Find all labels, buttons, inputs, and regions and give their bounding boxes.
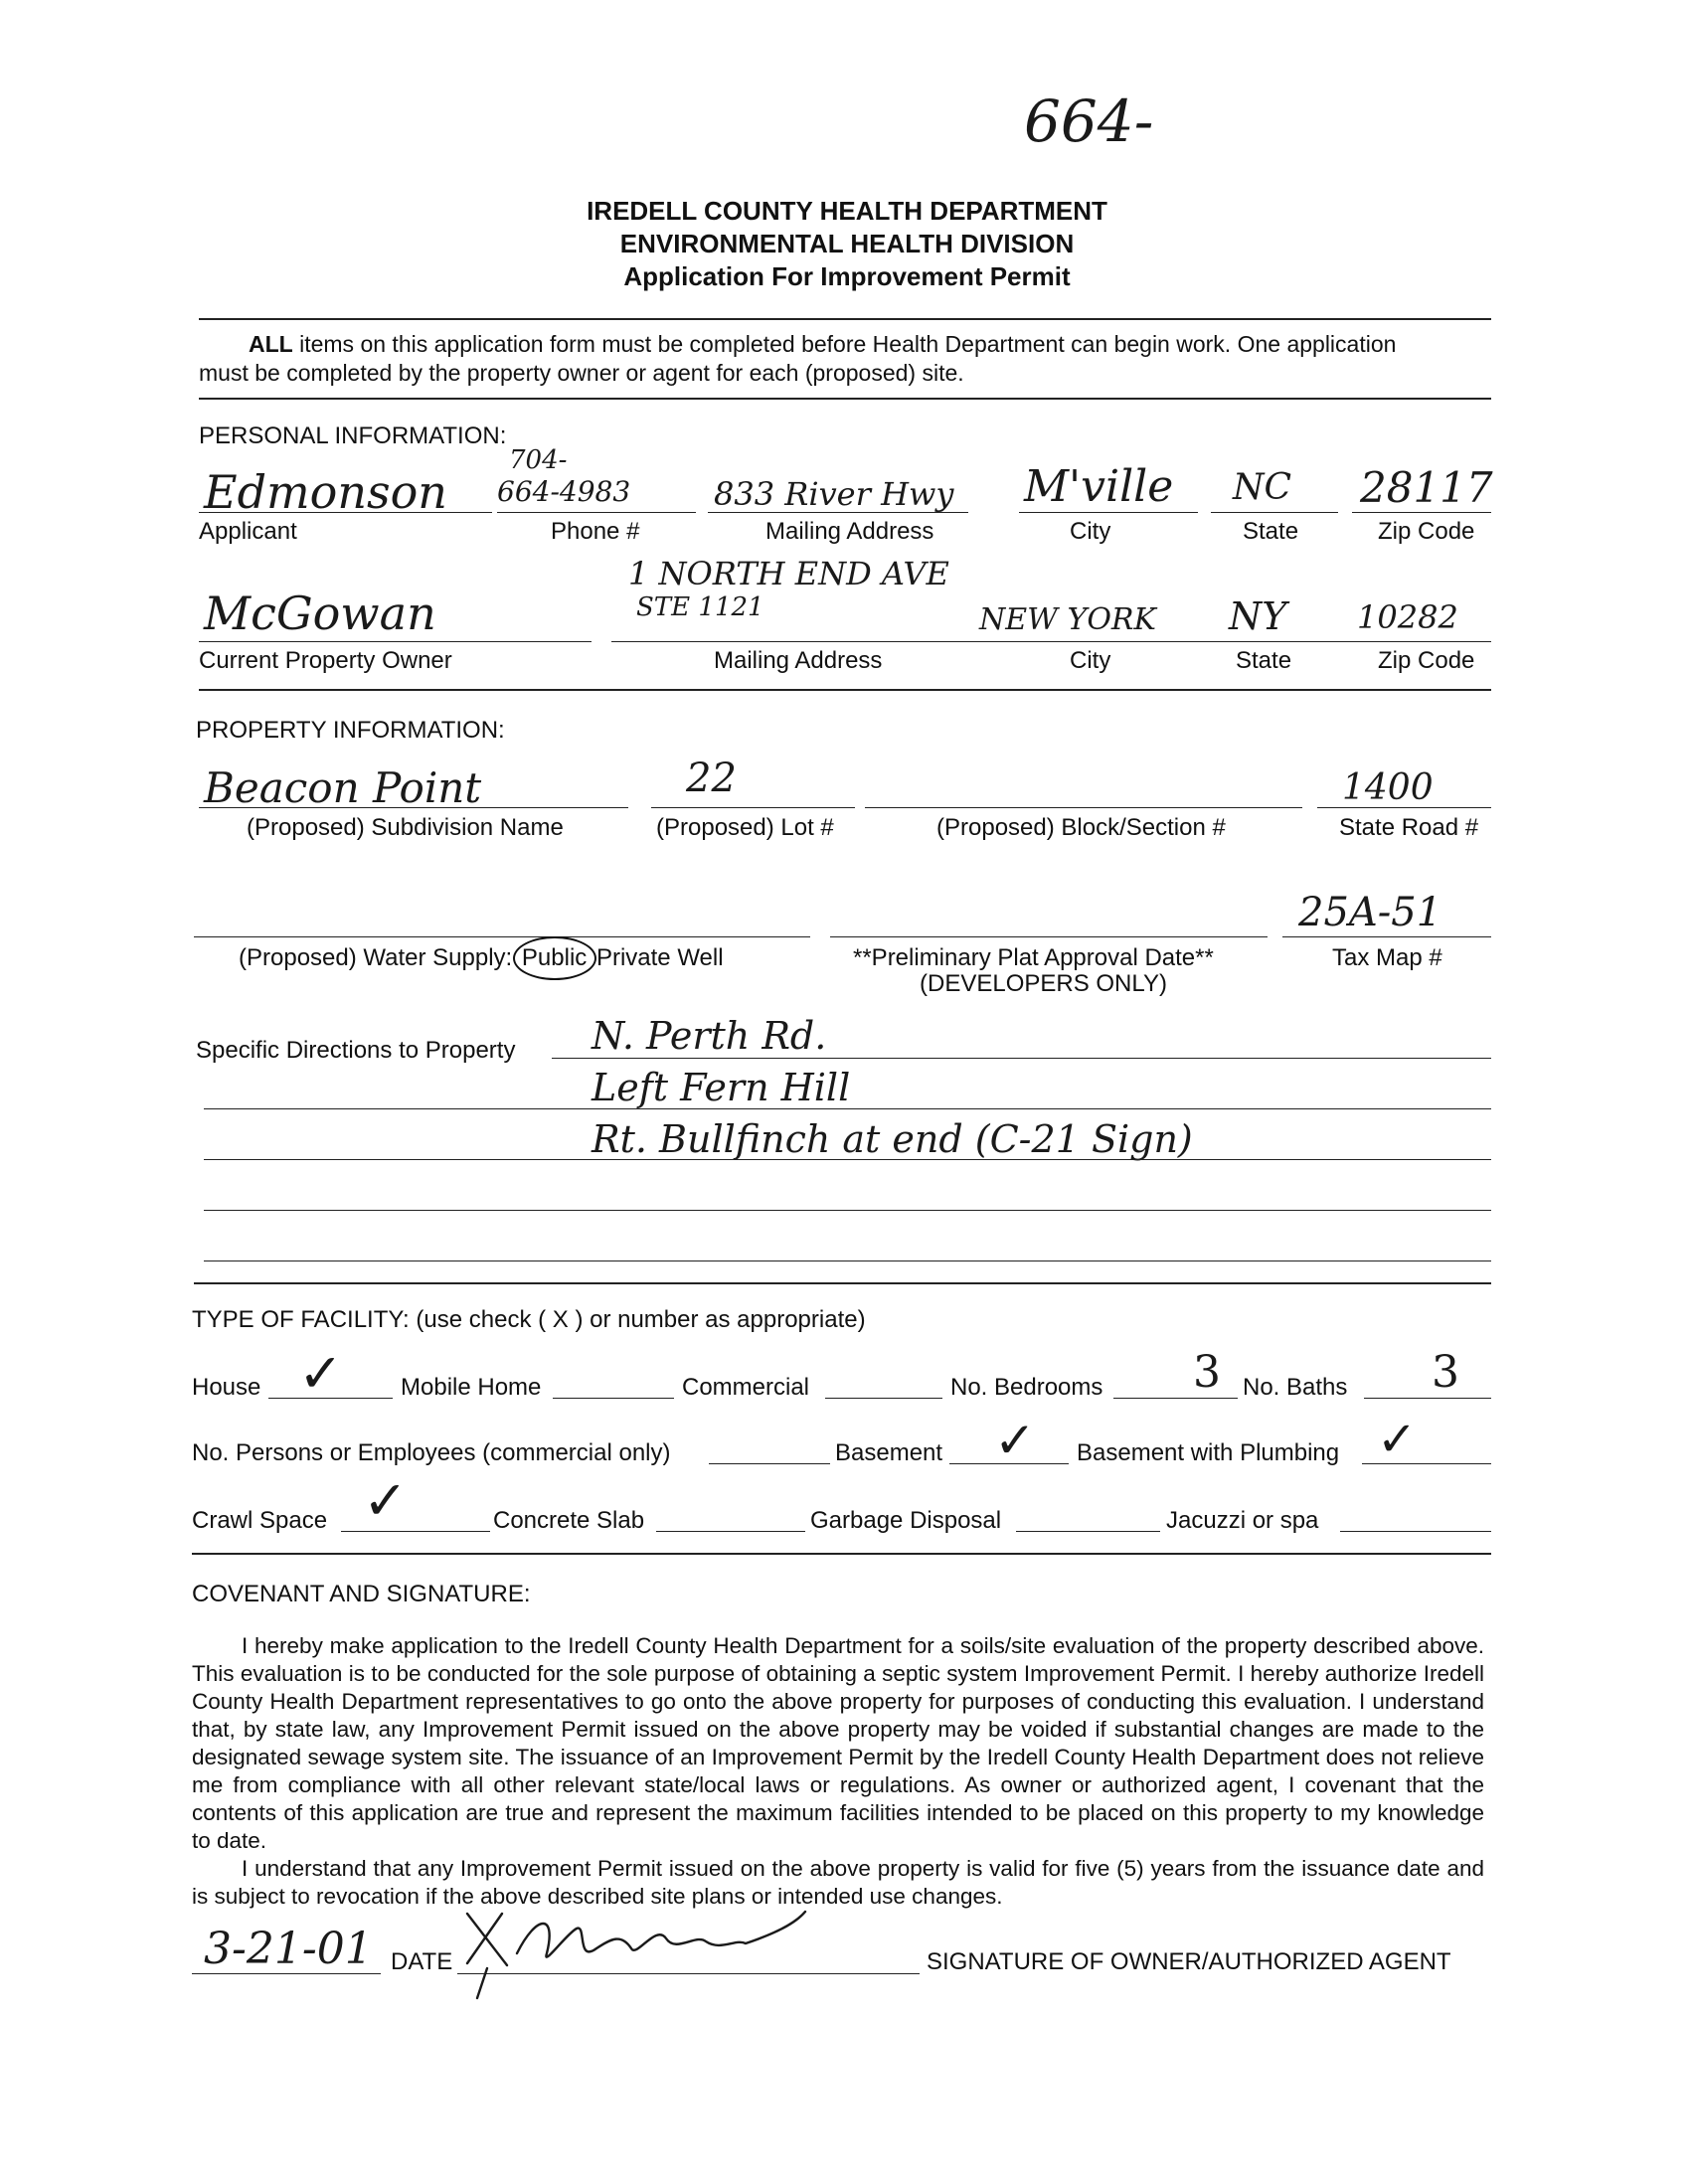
applicant-state-line <box>1211 512 1338 513</box>
persons-label: No. Persons or Employees (commercial only) <box>192 1439 671 1466</box>
signature-label: SIGNATURE OF OWNER/AUTHORIZED AGENT <box>927 1948 1451 1975</box>
water-supply-public-option[interactable] <box>519 944 590 972</box>
applicant-name-line <box>199 512 492 513</box>
baths-field[interactable] <box>1364 1398 1491 1399</box>
directions-line-2 <box>204 1108 1491 1109</box>
header-department: IREDELL COUNTY HEALTH DEPARTMENT <box>587 196 1107 226</box>
bedrooms-label: No. Bedrooms <box>950 1374 1103 1401</box>
persons-field[interactable] <box>709 1463 830 1464</box>
phone-label: Phone # <box>551 518 640 545</box>
top-rule <box>199 318 1491 320</box>
applicant-zip-value: 28117 <box>1360 463 1493 512</box>
intro-line1: items on this application form must be completed before Health Department can begin work. One application <box>299 331 1397 357</box>
concrete-slab-label: Concrete Slab <box>493 1507 645 1534</box>
plat-date-label: **Preliminary Plat Approval Date** <box>853 944 1214 971</box>
applicant-city-value: M'ville <box>1024 461 1174 512</box>
covenant-paragraph-1: I hereby make application to the Iredell County Health Department for a soils/site evaluation of the property described above. This evaluation is to be conducted for the sole purpose of obtaining a septic system Improvement Permit. I hereby authorize Iredell County Health Department representatives to go onto the above property for purposes of conducting this evaluation. I understand that, by state law, any Improvement Permit issued on the above property may be voided if substantial changes are made to the designated sewage system site. The issuance of an Improvement Permit by the Iredell County Health Department does not relieve me from compliance with all other relevant state/local laws or regulations. As owner or authorized agent, I covenant that the contents of this application are true and represent the maximum facilities intended to be placed on this property to my knowledge to date. <box>192 1633 1484 1853</box>
directions-line-3 <box>204 1159 1491 1160</box>
lot-value: 22 <box>686 756 737 801</box>
owner-address-line2-value: STE 1121 <box>636 592 764 622</box>
house-label: House <box>192 1374 261 1401</box>
owner-city-label: City <box>1070 647 1111 674</box>
baths-value: 3 <box>1432 1347 1459 1398</box>
tax-map-label: Tax Map # <box>1332 944 1442 971</box>
owner-state-label: State <box>1236 647 1292 674</box>
applicant-city-label: City <box>1070 518 1111 545</box>
state-road-line <box>1317 807 1491 808</box>
owner-zip-label: Zip Code <box>1378 647 1475 674</box>
subdivision-line <box>199 807 628 808</box>
crawl-space-label: Crawl Space <box>192 1507 328 1534</box>
applicant-address-value: 833 River Hwy <box>714 475 954 513</box>
mobile-home-field[interactable] <box>553 1398 674 1399</box>
applicant-address-label: Mailing Address <box>765 518 934 545</box>
basement-plumbing-check-value: ✓ <box>1377 1412 1418 1467</box>
applicant-phone-line <box>497 512 696 513</box>
directions-line-4 <box>204 1210 1491 1211</box>
applicant-label: Applicant <box>199 518 297 545</box>
header-form-title: Application For Improvement Permit <box>623 261 1071 291</box>
directions-line-2-value: Left Fern Hill <box>592 1066 851 1109</box>
tax-map-line <box>1282 936 1491 937</box>
applicant-phone-area: 704- <box>509 445 568 475</box>
bedrooms-value: 3 <box>1193 1347 1221 1398</box>
garbage-disposal-label: Garbage Disposal <box>810 1507 1002 1534</box>
state-road-value: 1400 <box>1342 767 1434 808</box>
water-supply-prefix: (Proposed) Water Supply: <box>239 944 513 971</box>
header-division: ENVIRONMENTAL HEALTH DIVISION <box>619 229 1075 258</box>
bedrooms-field[interactable] <box>1113 1398 1238 1399</box>
jacuzzi-field[interactable] <box>1340 1531 1491 1532</box>
owner-zip-value: 10282 <box>1357 598 1458 636</box>
property-rule <box>194 1282 1491 1284</box>
commercial-label: Commercial <box>682 1374 810 1401</box>
applicant-state-label: State <box>1243 518 1299 545</box>
personal-rule <box>199 689 1491 691</box>
basement-check-value: ✓ <box>994 1412 1036 1469</box>
block-line <box>865 807 1302 808</box>
basement-plumbing-label: Basement with Plumbing <box>1077 1439 1340 1466</box>
lot-line <box>651 807 855 808</box>
intro-text <box>199 330 1491 388</box>
plat-date-line <box>830 936 1268 937</box>
owner-name-line <box>199 641 592 642</box>
directions-label: Specific Directions to Property <box>196 1037 516 1064</box>
concrete-slab-field[interactable] <box>656 1531 805 1532</box>
intro-line2: must be completed by the property owner or agent for each (proposed) site. <box>199 360 964 386</box>
plat-developers-only: (DEVELOPERS ONLY) <box>920 970 1167 997</box>
owner-name-value: McGowan <box>204 587 436 640</box>
date-line <box>192 1973 381 1974</box>
signature-scribble <box>447 1894 825 2003</box>
directions-line-5 <box>204 1260 1491 1261</box>
subdivision-label: (Proposed) Subdivision Name <box>247 814 564 841</box>
owner-city-value: NEW YORK <box>979 602 1156 637</box>
water-private-well-option[interactable]: Private Well <box>595 944 724 971</box>
facility-rule <box>192 1553 1491 1555</box>
water-public-label: Public <box>521 944 588 971</box>
jacuzzi-label: Jacuzzi or spa <box>1166 1507 1319 1534</box>
water-supply-line <box>194 936 810 937</box>
date-label: DATE <box>391 1948 453 1975</box>
owner-address-label: Mailing Address <box>714 647 883 674</box>
block-label: (Proposed) Block/Section # <box>936 814 1226 841</box>
water-supply-label <box>239 944 724 972</box>
facility-heading: TYPE OF FACILITY: (use check ( X ) or number as appropriate) <box>192 1306 866 1333</box>
state-road-label: State Road # <box>1339 814 1479 841</box>
owner-address-line1-value: 1 NORTH END AVE <box>628 555 949 592</box>
applicant-name-value: Edmonson <box>204 465 447 519</box>
water-public-circle <box>513 936 596 980</box>
property-info-heading: PROPERTY INFORMATION: <box>196 717 505 744</box>
basement-label: Basement <box>835 1439 943 1466</box>
house-check-value: ✓ <box>298 1342 344 1405</box>
baths-label: No. Baths <box>1243 1374 1348 1401</box>
crawl-space-check-value: ✓ <box>363 1469 409 1532</box>
intro-rule <box>199 398 1491 400</box>
intro-bold-word: ALL <box>249 331 293 357</box>
top-handwritten-note: 664- <box>1024 87 1154 155</box>
applicant-state-value: NC <box>1233 467 1292 508</box>
directions-line-3-value: Rt. Bullfinch at end (C-21 Sign) <box>592 1117 1193 1161</box>
subdivision-value: Beacon Point <box>204 763 482 812</box>
owner-state-value: NY <box>1229 594 1287 638</box>
directions-line-1-value: N. Perth Rd. <box>592 1014 827 1058</box>
garbage-disposal-field[interactable] <box>1016 1531 1160 1532</box>
directions-line-1 <box>552 1058 1491 1059</box>
owner-address-line <box>611 641 1491 642</box>
tax-map-value: 25A-51 <box>1298 890 1442 935</box>
mobile-home-label: Mobile Home <box>401 1374 542 1401</box>
personal-info-heading: PERSONAL INFORMATION: <box>199 422 507 449</box>
owner-label: Current Property Owner <box>199 647 452 674</box>
applicant-zip-label: Zip Code <box>1378 518 1475 545</box>
date-value: 3-21-01 <box>204 1924 373 1974</box>
commercial-field[interactable] <box>825 1398 942 1399</box>
applicant-phone-value: 664-4983 <box>497 475 631 508</box>
covenant-heading: COVENANT AND SIGNATURE: <box>192 1581 531 1607</box>
applicant-zip-line <box>1352 512 1491 513</box>
covenant-paragraph-2: I understand that any Improvement Permit issued on the above property is valid for five (5) years from the issuance date and is subject to revocation if the above described site plans or intended use changes. <box>192 1856 1484 1909</box>
applicant-city-line <box>1019 512 1198 513</box>
applicant-address-line <box>708 512 968 513</box>
lot-label: (Proposed) Lot # <box>656 814 834 841</box>
